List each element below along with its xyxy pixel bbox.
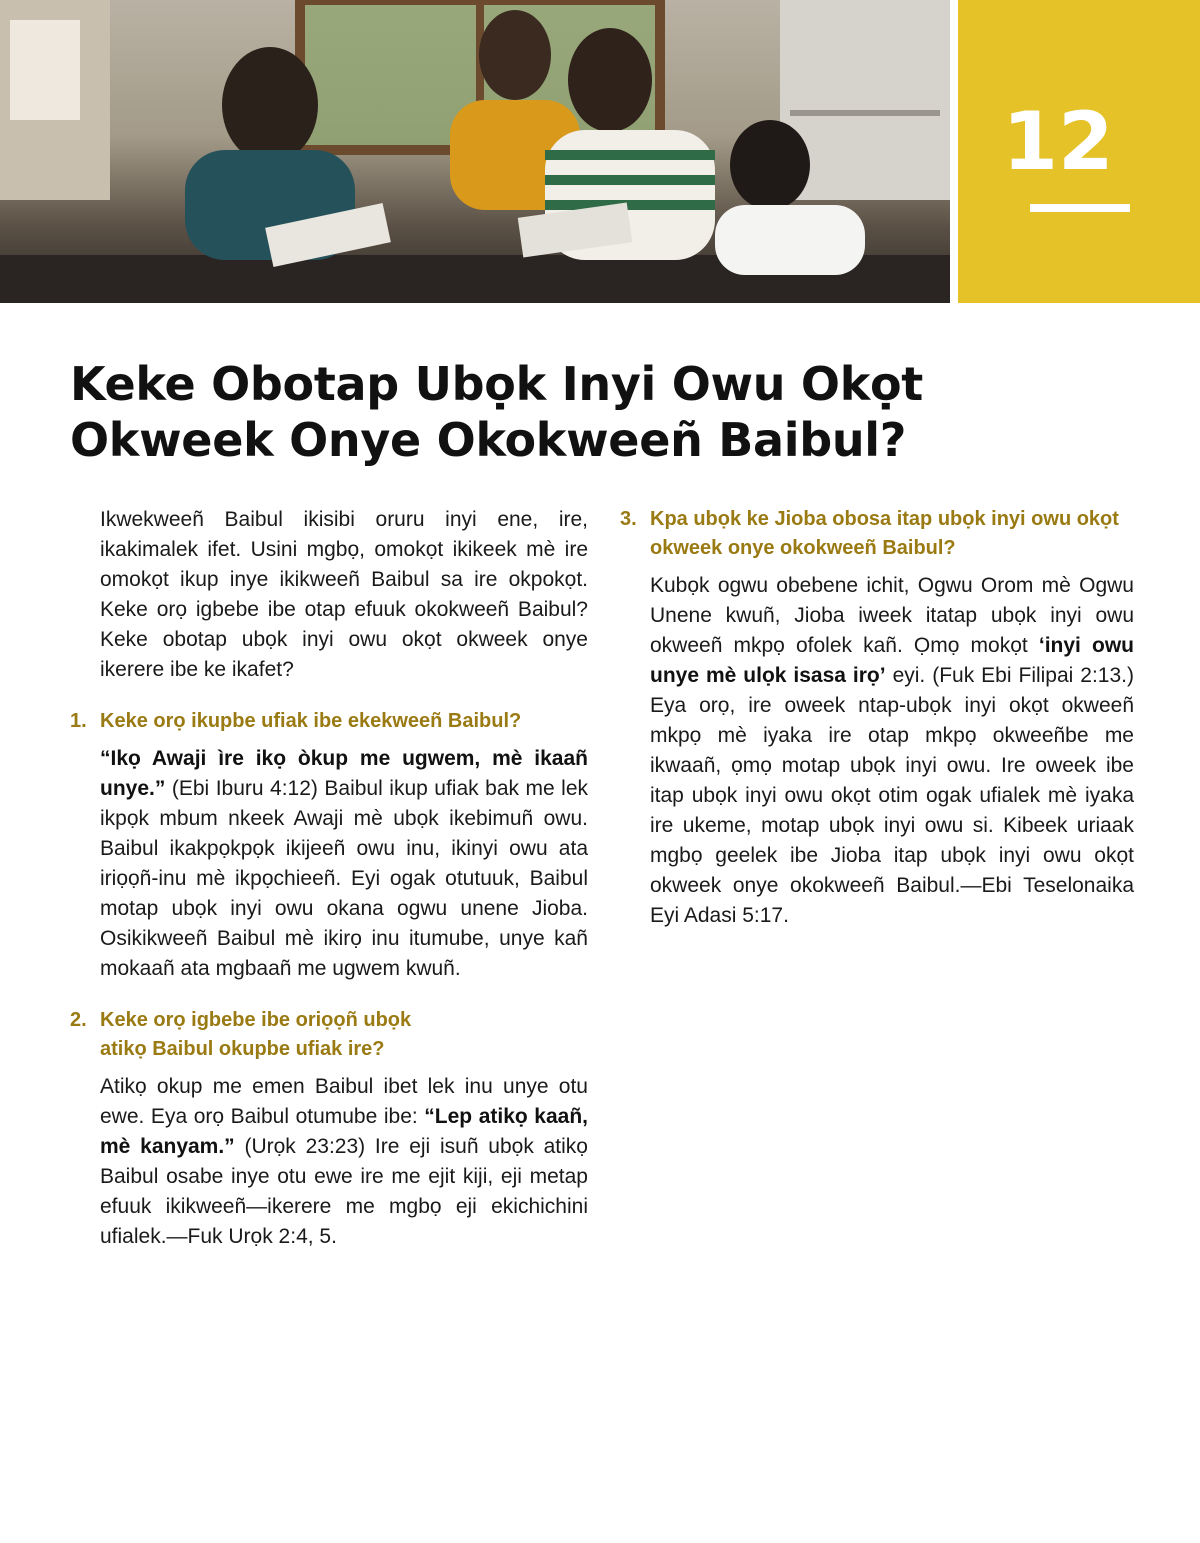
answer-text: Kubọk ogwu obebene ichit, Ogwu Orom mè Ogwu Unene kwuñ, Jioba iweek itatap ubọk inyi owu okweeñ mkpọ ofolek kañ. Ọmọ mokọt	[650, 574, 1134, 657]
chapter-underline	[1030, 204, 1130, 212]
family-bible-study-illustration	[0, 0, 950, 303]
right-column	[620, 505, 1134, 953]
scripture-quote: “Ikọ Awaji ìre ikọ òkup me ugwem, mè ikaañ unye.”	[100, 747, 588, 800]
page-title	[70, 356, 970, 468]
question-text: Kpa ubọk ke Jioba obosa itap ubọk inyi owu okọt okweek onye okokweeñ Baibul?	[650, 508, 1119, 559]
question-number: 1.	[70, 710, 87, 732]
answer-3	[650, 571, 1134, 931]
intro-paragraph: Ikwekweeñ Baibul ikisibi oruru inyi ene, ire, ikakimalek ifet. Usini mgbọ, omokọt ikikeek mè ire omokọt ikup inye ikikweeñ Baibul sa ire okpokọt. Keke orọ igbebe ibe otap efuuk okokweeñ Baibul? Keke obotap ubọk inyi owu okọt okweek onye ikerere ibe ke ikafet?	[100, 508, 588, 681]
question-number: 3.	[620, 508, 637, 530]
chapter-number: 12	[1002, 95, 1114, 188]
left-column	[70, 505, 588, 1274]
question-text: Keke orọ ikupbe ufiak ibe ekekweeñ Baibul?	[100, 710, 522, 732]
answer-2	[100, 1072, 588, 1252]
question-line: atikọ Baibul okupbe ufiak ire?	[100, 1038, 385, 1060]
question-2	[70, 1006, 588, 1064]
question-3	[620, 505, 1134, 563]
scripture-quote: “Lep atikọ kaañ, mè kanyam.”	[100, 1105, 588, 1158]
question-number: 2.	[70, 1009, 87, 1031]
hero-photo	[0, 0, 950, 303]
title-line-2: Okweek Onye Okokweeñ Baibul?	[70, 413, 907, 467]
answer-text: (Ebi Iburu 4:12) Baibul ikup ufiak bak me lek ikpọk mbum nkeek Awaji mè ubọk ikebimuñ owu. Baibul ikakpọkpọk ikijeeñ owu inu, ikinyi owu ata iriọọñ-inu mè ikpọchieeñ. Eyi ogak otutuuk, Baibul motap ubọk inyi owu okana ogwu unene Jioba. Osikikweeñ Baibul mè ikirọ inu itumube, unye kañ mokaañ ata mgbaañ me ugwem kwuñ.	[100, 777, 588, 980]
question-1	[70, 707, 588, 736]
answer-text: eyi. (Fuk Ebi Filipai 2:13.) Eya orọ, ire oweek ntap-ubọk inyi okọt okweeñ mkpọ mè iyaka ire otap mkpọ okweeñbe me ikwaañ, ọmọ motap ubọk inyi owu. Ire oweek ibe itap ubọk inyi owu okọt otim ogak ufialek mè iyaka ire ukeme, motap ubọk inyi owu si. Kibeek uriaak mgbọ geelek ibe Jioba itap ubọk inyi owu okọt okweek onye okokweeñ Baibul.—Ebi Teselonaika Eyi Adasi 5:17.	[650, 664, 1134, 927]
title-line-1: Keke Obotap Ubọk Inyi Owu Okọt	[70, 357, 923, 411]
answer-text: (Urọk 23:23) Ire eji isuñ ubọk atikọ Baibul osabe inye otu ewe ire me ejit kiji, eji metap efuuk ikikweeñ—ikerere me mgbọ eji ekichichini ufialek.—Fuk Urọk 2:4, 5.	[100, 1135, 588, 1248]
scripture-quote: ‘inyi owu unye mè ulọk isasa irọ’	[650, 634, 1134, 687]
chapter-badge	[958, 0, 1200, 303]
answer-text: Atikọ okup me emen Baibul ibet lek inu unye otu ewe. Eya orọ Baibul otumube ibe:	[100, 1075, 588, 1128]
question-line: Keke orọ igbebe ibe oriọọñ ubọk	[100, 1009, 412, 1031]
answer-1	[100, 744, 588, 984]
question-text	[100, 1006, 588, 1064]
